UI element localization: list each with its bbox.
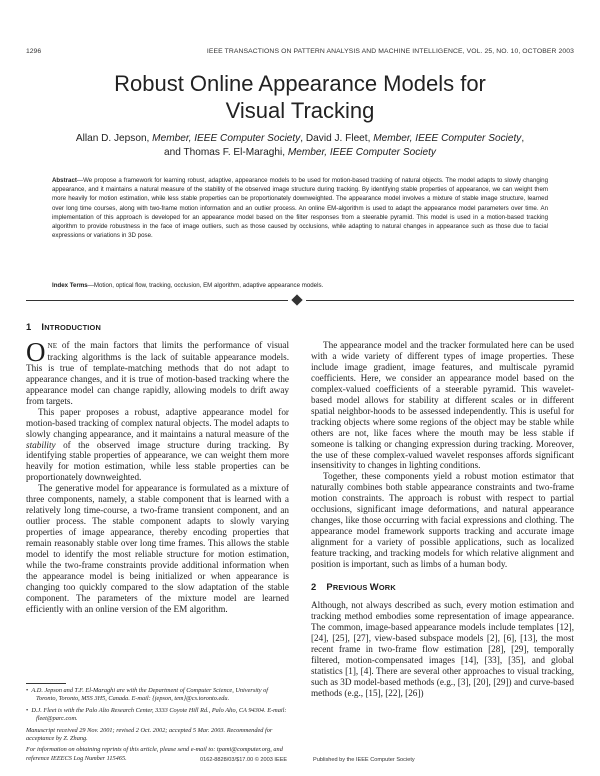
footer-publisher: Published by the IEEE Computer Society	[313, 757, 415, 763]
right-column	[311, 340, 574, 699]
drop-cap: O	[26, 336, 46, 367]
abstract-text: —We propose a framework for learning robust, adaptive, appearance models to be used for motion-based tracking of natural objects. The model adapts to slowly changing appearance, and it maintains a natural measure of the stability of the observed image structure during tracking. By identifying stable properties of appearance, we can weight them more heavily for motion estimation, while less stable properties can be proportionately downweighted. The appearance model involves a mixture of stable image structure, learned over long time courses, along with two-frame motion information and an outlier process. An online EM-algorithm is used to adapt the appearance model parameters over time. An implementation of this approach is developed for an appearance model based on the filter responses from a steerable pyramid. This model is used in a motion-based tracking algorithm to provide robustness in the face of image outliers, such as those caused by occlusions, while adapting to natural changes in appearance such as those due to facial expressions or variations in 3D pose.	[52, 177, 548, 240]
author-2-role: Member, IEEE Computer Society	[373, 133, 522, 144]
footnote-affiliation-2: • D.J. Fleet is with the Palo Alto Research Center, 3333 Coyote Hill Rd., Palo Alto, CA 94304. E-mail: fleet@parc.com.	[26, 706, 287, 723]
separator-diamond	[291, 294, 302, 305]
author-1: Allan D. Jepson,	[75, 133, 153, 144]
section-2-heading: 2 PREVIOUS WORK	[311, 581, 396, 593]
intro-paragraph-3: The generative model for appearance is formulated as a mixture of three components, namely, a stable component that is learned with a relatively long time-course, a two-frame transient component, and an outlier process. The stable component adapts to slowly varying properties of image appearance, thereby encoding properties that remain reasonably stable over long time frames. This allows the stable model to identify the most reliable structure for motion estimation, while the two-frame constraints provide additional information when the appearance model is being initialized or when appearance is changing too quickly compared to the slow adaptation of the stable component. The parameters of the mixture model are learned efficiently with an online version of the EM algorithm.	[26, 483, 289, 614]
paper-title	[30, 70, 570, 124]
author-list	[20, 132, 580, 160]
author-line-2	[20, 146, 580, 160]
intro-paragraph-4: The appearance model and the tracker formulated here can be used with a wide variety of different types of image properties. These include image gradient, image features, and multiscale pyramid coefficients. Here, we consider an appearance model based on the complex-valued coefficients of a steerable pyramid. This wavelet-based model allows for stability at different scales or in different spatial neighbor-hoods to be assessed independently. This is useful for tracking objects where some regions of the object may be stable while others are not, like faces where the mouth may be less stable if someone is talking or changing expression during tracking. Moreover, the use of these complex-valued wavelet responses affords significant insensitivity to changes in lighting conditions.	[311, 340, 574, 471]
separator-right	[306, 300, 574, 301]
intro-paragraph-5: Together, these components yield a robust motion estimator that naturally combines both stable appearance constraints and two-frame motion constraints. The approach is robust with respect to partial occlusions, significant image deformations, and natural appearance changes, like those occurring with facial expressions and clothing. The appearance model framework supports tracking and accurate image alignment for a variety of possible applications, such as localized feature tracking, and tracking models for which relative alignment and position is important, such as limbs of a human body.	[311, 471, 574, 570]
left-column	[26, 322, 289, 615]
footnote-affiliation-1: • A.D. Jepson and T.F. El-Maraghi are with the Department of Computer Science, University of Toronto, Toronto, M5S 3H5, Canada. E-mail: {jepson, tem}@cs.toronto.edu.	[26, 687, 269, 703]
title-line-1: Robust Online Appearance Models for	[114, 71, 486, 96]
abstract-label: Abstract	[52, 177, 77, 184]
author-line-1: Allan D. Jepson, Member, IEEE Computer Society, David J. Fleet, Member, IEEE Computer Society,	[75, 133, 525, 144]
author-3: and Thomas F. El-Maraghi,	[164, 147, 288, 158]
previous-work-paragraph-1: Although, not always described as such, every motion estimation and tracking method embodies some representation of image appearance. The common, image-based appearance models include templates [12], [24], [25], [27], view-based subspace models [2], [6], [13], the most recent frame in two-frame flow estimation [28], [29], temporally filtered, motion-compensated images [14], [33], [35], and global statistics [1], [4]. There are several other approaches to visual tracking, such as 3D model-based methods (e.g., [3], [20], [29]) and curve-based methods (e.g., [15], [22], [26])	[311, 599, 574, 698]
intro-paragraph-2: This paper proposes a robust, adaptive appearance model for motion-based tracking of complex natural objects. The model adapts to slowly changing appearance, and it maintains a natural measure of the stability of the observed image structure during tracking. By identifying stable properties of appearance, we can weight them more heavily for motion estimation, while less stable properties can be proportionately downweighted.	[26, 406, 289, 483]
abstract	[52, 176, 548, 240]
footnote-received: Manuscript received 29 Nov. 2001; revised 2 Oct. 2002; accepted 5 Mar. 2003. Recommended for acceptance by Z. Zhang.	[26, 726, 273, 743]
index-terms-text: —Motion, optical flow, tracking, occlusion, EM algorithm, adaptive appearance models.	[87, 282, 324, 289]
author-2: , David J. Fleet,	[300, 133, 374, 144]
journal-name: IEEE TRANSACTIONS ON PATTERN ANALYSIS AND MACHINE INTELLIGENCE, VOL. 25, NO. 10, OCTOBER 2003	[206, 48, 574, 55]
author-1-role: Member, IEEE Computer Society	[152, 133, 301, 144]
author-3-role: Member, IEEE Computer Society	[287, 147, 436, 158]
footnote-reprints: For information on obtaining reprints of this article, please send e-mail to: tpami@computer.org, and reference IEEECS Log Number 115465.	[26, 746, 283, 762]
page-number: 1296	[26, 48, 42, 55]
index-terms-label: Index Terms	[52, 282, 88, 289]
title-line-2: Visual Tracking	[225, 98, 375, 123]
index-terms	[52, 281, 548, 290]
footer-code: 0162-8828/03/$17.00 © 2003 IEEE	[200, 757, 288, 763]
footnotes	[26, 687, 289, 766]
separator-left	[26, 300, 288, 301]
section-1-heading: 1 INTRODUCTION	[26, 321, 102, 332]
intro-paragraph-1: ONE of the main factors that limits the performance of visual tracking algorithms is the lack of suitable appearance models. This is true of template-matching methods that do not adapt to appearance changes, and it is true of motion-based tracking where the appearance model can change rapidly, allowing models to drift away from targets.	[26, 336, 289, 406]
footnote-rule	[26, 683, 66, 684]
